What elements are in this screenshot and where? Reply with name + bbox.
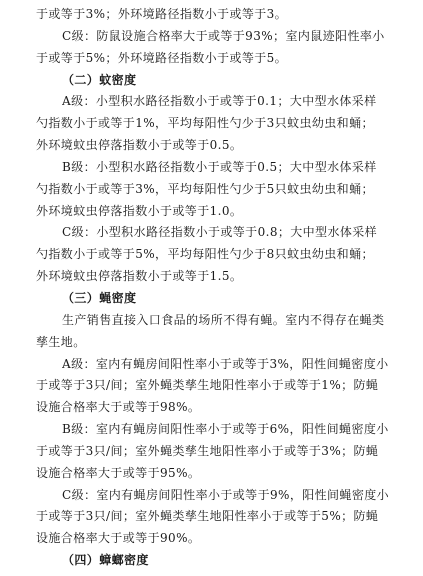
text-line: 于或等于3只/间；室外蝇类孳生地阳性率小于或等于3%；防蝇: [36, 443, 379, 458]
text-line: C级：小型积水路径指数小于或等于0.8；大中型水体采样: [62, 225, 378, 240]
text-line: 于或等于3只/间；室外蝇类孳生地阳性率小于或等于1%；防蝇: [36, 378, 379, 393]
text-line: 勺指数小于或等于5%，平均每阳性勺少于8只蚊虫幼虫和蛹；: [36, 247, 374, 262]
text-line: 外环境蚊虫停落指数小于或等于0.5。: [36, 138, 243, 153]
text-line: 外环境蚊虫停落指数小于或等于1.0。: [36, 203, 243, 218]
text-line: 外环境蚊虫停落指数小于或等于1.5。: [36, 269, 243, 284]
text-line: B级：小型积水路径指数小于或等于0.5；大中型水体采样: [62, 159, 377, 174]
text-line: C级：防鼠设施合格率大于或等于93%；室内鼠迹阳性率小: [62, 28, 385, 43]
text-line: A级：室内有蝇房间阳性率小于或等于3%，阳性间蝇密度小: [62, 356, 389, 371]
text-line: 勺指数小于或等于1%，平均每阳性勺少于3只蚊虫幼虫和蛹；: [36, 116, 374, 131]
text-line: 生产销售直接入口食品的场所不得有蝇。室内不得存在蝇类: [62, 312, 385, 327]
text-line: 设施合格率大于或等于95%。: [36, 465, 201, 480]
section-heading: （三）蝇密度: [62, 291, 137, 305]
text-line: 设施合格率大于或等于90%。: [36, 531, 201, 546]
text-line: 设施合格率大于或等于98%。: [36, 400, 201, 415]
text-line: 于或等于3%；外环境路径指数小于或等于3。: [36, 7, 288, 21]
text-line: 勺指数小于或等于3%，平均每阳性勺少于5只蚊虫幼虫和蛹；: [36, 181, 374, 196]
text-line: A级：小型积水路径指数小于或等于0.1；大中型水体采样: [62, 94, 377, 109]
text-line: C级：室内有蝇房间阳性率小于或等于9%，阳性间蝇密度小: [62, 487, 390, 502]
text-line: 于或等于5%；外环境路径指数小于或等于5。: [36, 50, 288, 65]
text-line: 孳生地。: [36, 334, 86, 349]
text-line: 于或等于3只/间；室外蝇类孳生地阳性率小于或等于5%；防蝇: [36, 509, 379, 524]
section-heading: （二）蚊密度: [62, 72, 137, 87]
section-heading: （四）蟑螂密度: [62, 553, 149, 568]
text-line: B级：室内有蝇房间阳性率小于或等于6%，阳性间蝇密度小: [62, 422, 389, 437]
